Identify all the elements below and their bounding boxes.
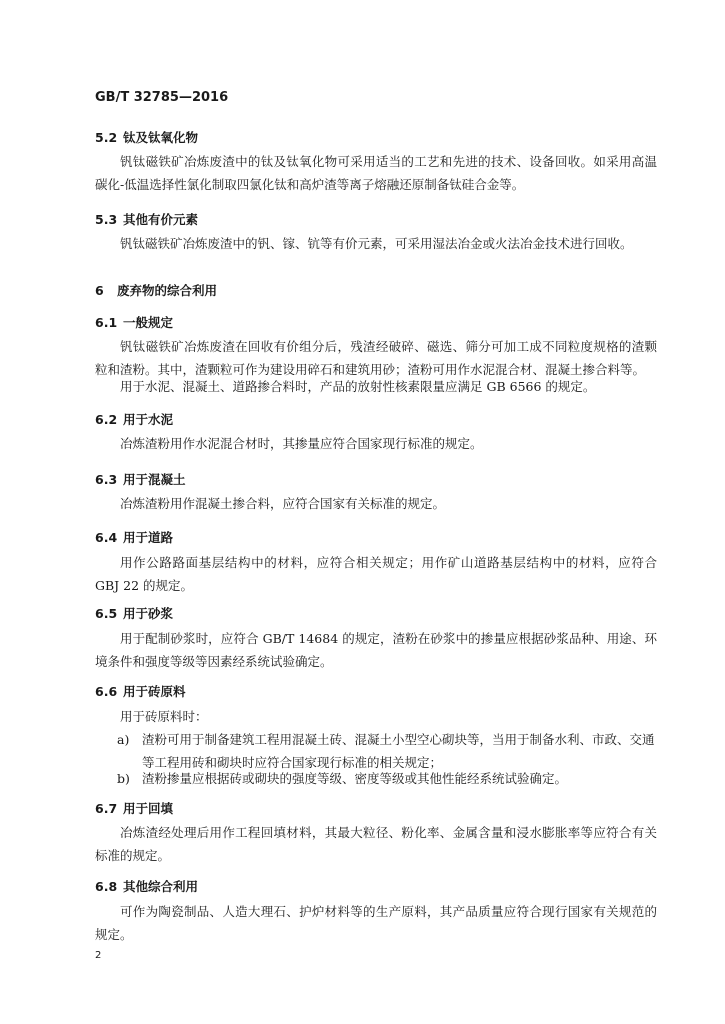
list-item-text: 渣粉可用于制备建筑工程用混凝土砖、混凝土小型空心砌块等，当用于制备水利、市政、交通等工程用砖和砌块时应符合国家现行标准的相关规定； [142, 732, 655, 770]
section-heading-5-3 [95, 210, 198, 228]
list-item-marker: b) [117, 771, 130, 786]
section-6-7-paragraph: 冶炼渣经处理后用作工程回填材料，其最大粒径、粉化率、金属含量和浸水膨胀率等应符合有关标准的规定。 [95, 825, 657, 863]
section-heading-6-1 [95, 313, 173, 331]
section-title: 用于回填 [123, 801, 174, 816]
standard-code: GB/T 32785—2016 [95, 90, 229, 105]
section-6-2-paragraph: 冶炼渣粉用作水泥混合材时，其掺量应符合国家现行标准的规定。 [120, 436, 483, 451]
section-6-1-paragraph-2: 用于水泥、混凝土、道路掺合料时，产品的放射性核素限量应满足 GB 6566 的规定。 [120, 379, 596, 394]
section-title: 用于砂浆 [123, 606, 174, 621]
section-title: 一般规定 [123, 315, 174, 330]
section-number: 6.4 [95, 530, 118, 545]
section-number: 6.3 [95, 472, 118, 487]
section-number: 6.8 [95, 879, 118, 894]
list-item-marker: a) [117, 732, 130, 747]
section-heading-6-5 [95, 604, 173, 622]
section-heading-5-2 [95, 128, 198, 146]
section-number: 6.2 [95, 412, 118, 427]
section-title: 用于混凝土 [123, 472, 186, 487]
section-heading-6-7 [95, 799, 173, 817]
page-number: 2 [95, 950, 102, 961]
section-number: 5.3 [95, 212, 118, 227]
section-title: 用于水泥 [123, 412, 174, 427]
section-6-3-paragraph: 冶炼渣粉用作混凝土掺合料，应符合国家有关标准的规定。 [120, 496, 446, 511]
section-6-6-intro: 用于砖原料时： [120, 709, 208, 724]
section-heading-6-8 [95, 877, 198, 895]
section-6-5-paragraph: 用于配制砂浆时，应符合 GB/T 14684 的规定，渣粉在砂浆中的掺量应根据砂浆品种、用途、环境条件和强度等级等因素经系统试验确定。 [95, 631, 657, 669]
section-number: 6.1 [95, 315, 118, 330]
section-title: 用于砖原料 [123, 684, 186, 699]
section-title: 其他综合利用 [123, 879, 199, 894]
section-heading-6-4 [95, 528, 173, 546]
section-heading-6-2 [95, 410, 173, 428]
section-title: 用于道路 [123, 530, 174, 545]
section-heading-6-3 [95, 470, 186, 488]
section-6-8-paragraph: 可作为陶瓷制品、人造大理石、护炉材料等的生产原料，其产品质量应符合现行国家有关规范的规定。 [95, 904, 657, 942]
section-title: 其他有价元素 [123, 212, 199, 227]
section-number: 6 [95, 283, 104, 298]
section-number: 6.6 [95, 684, 118, 699]
section-number: 5.2 [95, 130, 118, 145]
section-number: 6.7 [95, 801, 118, 816]
section-5-2-paragraph: 钒钛磁铁矿冶炼废渣中的钛及钛氧化物可采用适当的工艺和先进的技术、设备回收。如采用高温碳化-低温选择性氯化制取四氯化钛和高炉渣等离子熔融还原制备钛硅合金等。 [95, 154, 657, 192]
section-heading-6-6 [95, 682, 186, 700]
section-6-4-paragraph: 用作公路路面基层结构中的材料，应符合相关规定；用作矿山道路基层结构中的材料，应符合 GBJ 22 的规定。 [95, 555, 657, 593]
section-heading-6 [95, 281, 217, 299]
section-title: 废弃物的综合利用 [117, 283, 218, 298]
section-number: 6.5 [95, 606, 118, 621]
list-item-text: 渣粉掺量应根据砖或砌块的强度等级、密度等级或其他性能经系统试验确定。 [142, 771, 568, 786]
section-title: 钛及钛氧化物 [123, 130, 199, 145]
section-6-1-paragraph-1: 钒钛磁铁矿冶炼废渣在回收有价组分后，残渣经破碎、磁选、筛分可加工成不同粒度规格的渣颗粒和渣粉。其中，渣颗粒可作为建设用碎石和建筑用砂；渣粉可用作水泥混合材、混凝土掺合料等。 [95, 339, 657, 377]
list-item [95, 767, 657, 790]
section-5-3-paragraph: 钒钛磁铁矿冶炼废渣中的钒、镓、钪等有价元素，可采用湿法冶金或火法冶金技术进行回收。 [120, 236, 633, 251]
